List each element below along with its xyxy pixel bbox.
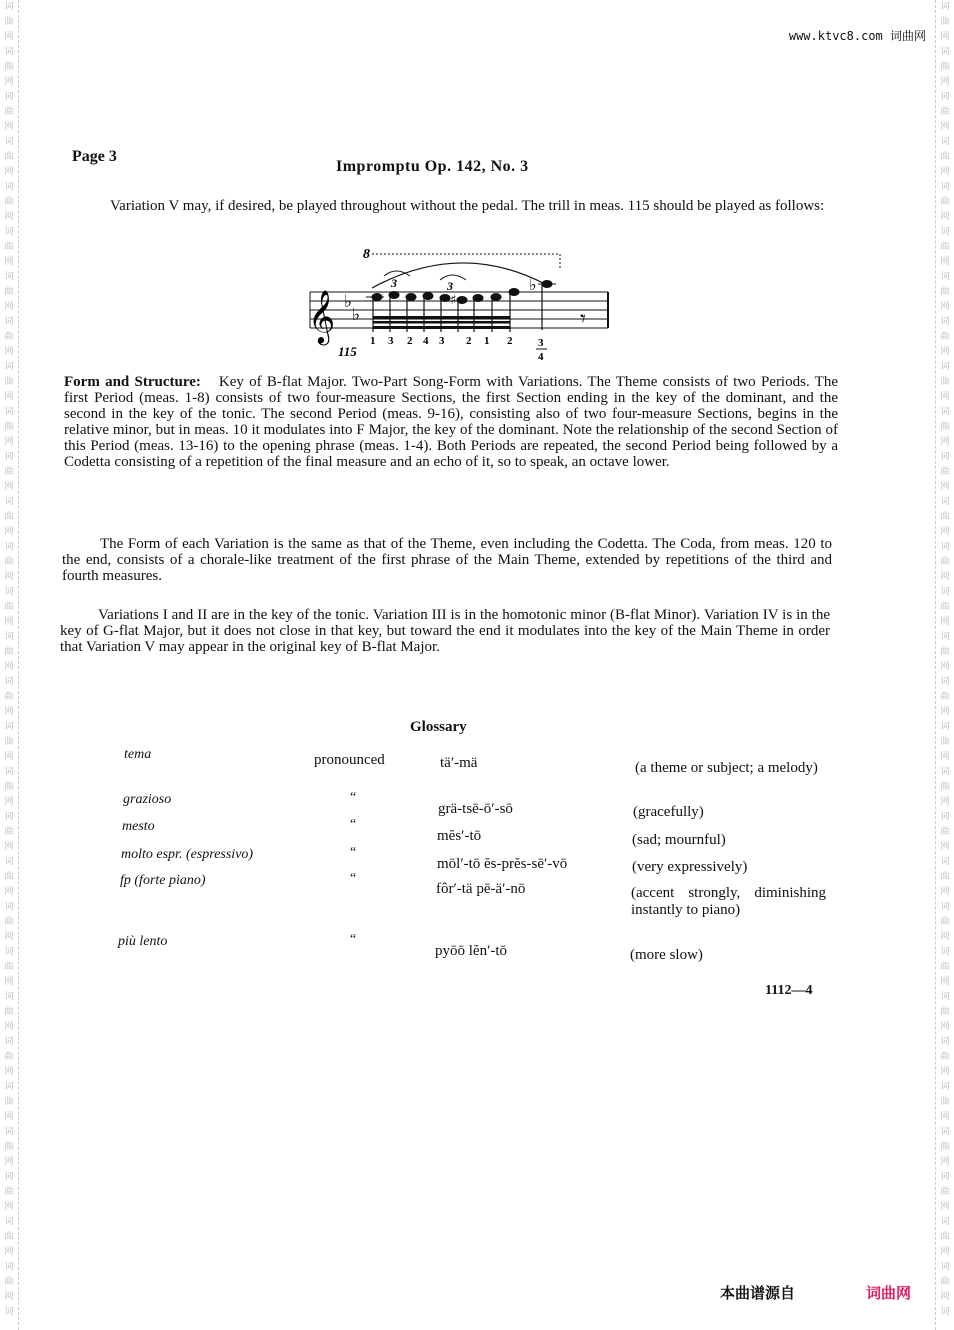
watermark-glyph: 曲 [4, 107, 14, 117]
watermark-glyph: 网 [940, 302, 950, 312]
watermark-glyph: 网 [940, 1022, 950, 1032]
glossary-pronunciation: fôr′-tä pē-ä′-nō [436, 881, 526, 897]
watermark-glyph: 曲 [4, 1187, 14, 1197]
watermark-glyph: 词 [4, 92, 14, 102]
measure-number: 115 [338, 344, 357, 359]
watermark-glyph: 词 [4, 1172, 14, 1182]
watermark-glyph: 网 [940, 347, 950, 357]
watermark-glyph: 网 [4, 1157, 14, 1167]
eighth-rest-icon: 𝄾 [580, 307, 586, 332]
watermark-glyph: 词 [4, 767, 14, 777]
watermark-glyph: 曲 [4, 1232, 14, 1242]
footer-source-label: 本曲谱源自 [720, 1284, 796, 1302]
watermark-glyph: 网 [940, 842, 950, 852]
watermark-glyph: 词 [940, 677, 950, 687]
watermark-glyph: 网 [940, 212, 950, 222]
watermark-glyph: 网 [940, 707, 950, 717]
watermark-glyph: 词 [4, 47, 14, 57]
watermark-glyph: 网 [4, 707, 14, 717]
watermark-glyph: 网 [940, 572, 950, 582]
watermark-glyph: 网 [4, 1202, 14, 1212]
watermark-glyph: 网 [4, 1022, 14, 1032]
flat-icon: ♭ [529, 275, 537, 294]
watermark-glyph: 网 [4, 527, 14, 537]
watermark-glyph: 词 [940, 1217, 950, 1227]
glossary-pronunciation: grä-tsē-ō′-sō [438, 801, 513, 817]
watermark-glyph: 词 [4, 2, 14, 12]
watermark-glyph: 词 [4, 227, 14, 237]
watermark-glyph: 词 [4, 947, 14, 957]
watermark-glyph: 词 [940, 1082, 950, 1092]
glossary-definition: (very expressively) [632, 859, 748, 875]
watermark-glyph: 词 [4, 497, 14, 507]
glossary-term: mesto [122, 819, 155, 834]
watermark-glyph: 网 [4, 752, 14, 762]
watermark-glyph: 词 [940, 1172, 950, 1182]
watermark-glyph: 网 [4, 662, 14, 672]
watermark-glyph: 曲 [4, 1007, 14, 1017]
watermark-glyph: 网 [940, 887, 950, 897]
watermark-glyph: 词 [4, 1307, 14, 1317]
watermark-glyph: 曲 [4, 287, 14, 297]
watermark-glyph: 词 [940, 767, 950, 777]
watermark-glyph: 网 [4, 32, 14, 42]
watermark-glyph: 词 [4, 272, 14, 282]
glossary-definition: (accent strongly, diminishing instantly to piano) [631, 885, 826, 918]
watermark-glyph: 词 [4, 407, 14, 417]
watermark-glyph: 词 [4, 362, 14, 372]
watermark-glyph: 词 [940, 227, 950, 237]
watermark-glyph: 词 [940, 137, 950, 147]
watermark-glyph: 曲 [940, 1097, 950, 1107]
watermark-glyph: 网 [4, 977, 14, 987]
watermark-glyph: 曲 [940, 62, 950, 72]
watermark-glyph: 曲 [4, 737, 14, 747]
piece-title: Impromptu Op. 142, No. 3 [336, 158, 529, 175]
glossary-term: tema [124, 747, 152, 762]
watermark-glyph: 词 [940, 1307, 950, 1317]
watermark-glyph: 词 [4, 902, 14, 912]
watermark-glyph: 网 [4, 77, 14, 87]
triplet-slur-icon [384, 271, 410, 276]
watermark-glyph: 曲 [4, 332, 14, 342]
watermark-glyph: 网 [4, 212, 14, 222]
music-excerpt [300, 240, 620, 365]
watermark-glyph: 词 [940, 317, 950, 327]
watermark-glyph: 曲 [940, 692, 950, 702]
watermark-glyph: 曲 [940, 377, 950, 387]
watermark-glyph: 词 [4, 722, 14, 732]
triplet-mark: 3 [391, 276, 397, 290]
watermark-glyph: 词 [940, 2, 950, 12]
watermark-glyph: 网 [940, 797, 950, 807]
flat-icon: ♭ [344, 292, 353, 312]
intro-paragraph: Variation V may, if desired, be played throughout without the pedal. The trill in meas. 115 should be played as follows: [110, 198, 825, 214]
fingering-number: 3 [439, 335, 445, 347]
watermark-glyph: 曲 [4, 917, 14, 927]
right-watermark-strip [935, 0, 954, 1330]
glossary-definition: (sad; mournful) [632, 832, 726, 848]
watermark-glyph: 网 [940, 1202, 950, 1212]
watermark-glyph: 曲 [940, 17, 950, 27]
watermark-glyph: 曲 [4, 197, 14, 207]
glossary-definition: (a theme or subject; a melody) [635, 760, 818, 776]
watermark-glyph: 曲 [940, 962, 950, 972]
watermark-glyph: 网 [940, 617, 950, 627]
watermark-glyph: 网 [4, 1292, 14, 1302]
watermark-glyph: 网 [4, 932, 14, 942]
watermark-glyph: 词 [940, 452, 950, 462]
glossary-definition: (more slow) [630, 947, 703, 963]
glossary-pronunciation: mōl′-tō ĕs-prĕs-sē′-vō [437, 856, 568, 872]
glossary-pronounced-label: pronounced [314, 752, 385, 768]
glossary-definition: (gracefully) [633, 804, 704, 820]
watermark-glyph: 网 [940, 1067, 950, 1077]
sharp-icon: ♯ [450, 293, 457, 308]
watermark-glyph: 曲 [4, 422, 14, 432]
watermark-glyph: 词 [940, 542, 950, 552]
fingering-number: 2 [407, 335, 413, 347]
watermark-glyph: 网 [4, 392, 14, 402]
flat-icon: ♭ [352, 305, 361, 325]
watermark-glyph: 词 [4, 1262, 14, 1272]
watermark-glyph: 曲 [940, 467, 950, 477]
watermark-glyph: 词 [4, 1127, 14, 1137]
glossary-pronunciation: tä′-mä [440, 755, 478, 771]
watermark-glyph: 网 [4, 302, 14, 312]
watermark-glyph: 曲 [940, 1007, 950, 1017]
glossary-ditto: “ [350, 790, 357, 805]
fingering-number: 2 [466, 335, 472, 347]
variation-keys-paragraph: Variations I and II are in the key of the tonic. Variation III is in the homotonic minor (B-flat Minor). Variation IV is in the key of G-flat Major, but it does not close in that key, but toward the end it modulates into the key of the Main Theme in order that Variation V may appear in the original key of B-flat Major. [60, 607, 830, 655]
watermark-glyph: 网 [940, 527, 950, 537]
watermark-glyph: 词 [4, 137, 14, 147]
watermark-glyph: 曲 [4, 62, 14, 72]
watermark-glyph: 词 [940, 92, 950, 102]
watermark-glyph: 网 [940, 1292, 950, 1302]
watermark-glyph: 词 [940, 1127, 950, 1137]
watermark-glyph: 词 [4, 632, 14, 642]
fingering-number: 2 [507, 335, 513, 347]
watermark-glyph: 曲 [940, 1187, 950, 1197]
watermark-glyph: 曲 [4, 557, 14, 567]
watermark-glyph: 曲 [940, 152, 950, 162]
watermark-glyph: 曲 [940, 422, 950, 432]
watermark-glyph: 网 [940, 977, 950, 987]
fingering-number: 1 [370, 335, 376, 347]
watermark-glyph: 词 [940, 947, 950, 957]
watermark-glyph: 网 [4, 167, 14, 177]
watermark-glyph: 词 [4, 857, 14, 867]
watermark-glyph: 网 [940, 1112, 950, 1122]
watermark-glyph: 网 [940, 437, 950, 447]
watermark-glyph: 网 [940, 662, 950, 672]
watermark-glyph: 曲 [4, 1277, 14, 1287]
watermark-glyph: 曲 [940, 827, 950, 837]
watermark-glyph: 曲 [940, 107, 950, 117]
watermark-glyph: 曲 [940, 1232, 950, 1242]
watermark-glyph: 曲 [940, 1142, 950, 1152]
glossary-ditto: “ [350, 932, 357, 947]
form-structure-paragraph [64, 374, 838, 470]
fingering-number: 4 [423, 335, 429, 347]
watermark-glyph: 曲 [940, 917, 950, 927]
watermark-glyph: 曲 [940, 602, 950, 612]
watermark-glyph: 词 [4, 452, 14, 462]
glossary-title: Glossary [410, 719, 467, 735]
watermark-glyph: 曲 [4, 377, 14, 387]
watermark-glyph: 网 [940, 32, 950, 42]
watermark-glyph: 曲 [4, 512, 14, 522]
watermark-glyph: 曲 [4, 692, 14, 702]
glossary-term: più lento [118, 934, 168, 949]
watermark-glyph: 曲 [4, 152, 14, 162]
watermark-glyph: 曲 [940, 872, 950, 882]
watermark-glyph: 词 [4, 1217, 14, 1227]
watermark-glyph: 词 [4, 182, 14, 192]
form-structure-text: Key of B-flat Major. Two-Part Song-Form with Variations. The Theme consists of two Periods. The first Period (meas. 1-8) consists of two four-measure Sections, the first Section ending in the key of the dominant, and the second in the key of the tonic. The second Period (meas. 9-16), consisting also of two four-measure Sections, begins in the relative minor, but in meas. 10 it modulates into F Major, the key of the dominant. Note the relationship of the second Section of this Period (meas. 13-16) to the opening phrase (meas. 1-4). Both Periods are repeated, the second Period being followed by a Codetta consisting of a repetition of the final measure and an echo of it, so to speak, an octave lower. [64, 374, 839, 470]
glossary-term: molto espr. (espressivo) [121, 847, 254, 862]
watermark-glyph: 网 [940, 167, 950, 177]
page-label: Page 3 [72, 148, 117, 165]
watermark-glyph: 词 [940, 902, 950, 912]
watermark-glyph: 网 [4, 1112, 14, 1122]
glossary-pronunciation: mĕs′-tō [437, 828, 482, 844]
watermark-glyph: 曲 [4, 647, 14, 657]
glossary-pronunciation: pyōō lĕn′-tō [435, 943, 508, 959]
watermark-glyph: 网 [4, 887, 14, 897]
watermark-glyph: 网 [4, 437, 14, 447]
slur-icon [372, 263, 545, 288]
watermark-glyph: 网 [4, 617, 14, 627]
watermark-glyph: 词 [940, 497, 950, 507]
site-url: www.ktvc8.com 词曲网 [788, 29, 926, 43]
watermark-glyph: 词 [4, 317, 14, 327]
watermark-glyph: 曲 [4, 827, 14, 837]
watermark-glyph: 网 [4, 797, 14, 807]
form-structure-heading: Form and Structure: [64, 374, 201, 390]
watermark-glyph: 词 [4, 677, 14, 687]
glossary-term: grazioso [123, 792, 172, 807]
watermark-glyph: 网 [4, 1247, 14, 1257]
watermark-glyph: 曲 [940, 242, 950, 252]
watermark-glyph: 曲 [4, 602, 14, 612]
octave-dashed-line [372, 254, 560, 270]
watermark-glyph: 曲 [940, 287, 950, 297]
watermark-glyph: 网 [4, 842, 14, 852]
watermark-glyph: 词 [940, 722, 950, 732]
watermark-glyph: 网 [4, 572, 14, 582]
watermark-glyph: 网 [4, 347, 14, 357]
watermark-glyph: 曲 [940, 647, 950, 657]
watermark-glyph: 网 [940, 77, 950, 87]
watermark-glyph: 词 [940, 992, 950, 1002]
watermark-glyph: 网 [940, 257, 950, 267]
watermark-glyph: 词 [940, 47, 950, 57]
fingering-number: 3 [388, 335, 394, 347]
watermark-glyph: 词 [4, 992, 14, 1002]
watermark-glyph: 曲 [4, 1097, 14, 1107]
watermark-glyph: 曲 [4, 782, 14, 792]
watermark-glyph: 词 [4, 1082, 14, 1092]
watermark-glyph: 曲 [4, 1142, 14, 1152]
watermark-glyph: 网 [940, 392, 950, 402]
triplet-slur-icon [440, 275, 466, 280]
watermark-glyph: 网 [940, 1157, 950, 1167]
glossary-ditto: “ [350, 845, 357, 860]
watermark-glyph: 曲 [4, 17, 14, 27]
watermark-glyph: 曲 [940, 737, 950, 747]
watermark-glyph: 网 [4, 257, 14, 267]
watermark-glyph: 网 [4, 482, 14, 492]
glossary-ditto: “ [350, 871, 357, 886]
treble-clef-icon: 𝄞 [308, 289, 336, 343]
footer-brand-link[interactable]: 词曲网 [866, 1284, 912, 1302]
octave-mark: 8 [363, 247, 370, 262]
watermark-glyph: 网 [940, 752, 950, 762]
watermark-glyph: 词 [940, 272, 950, 282]
watermark-glyph: 曲 [940, 557, 950, 567]
watermark-glyph: 词 [940, 1262, 950, 1272]
watermark-glyph: 词 [940, 632, 950, 642]
watermark-glyph: 网 [940, 1247, 950, 1257]
watermark-glyph: 曲 [940, 512, 950, 522]
watermark-glyph: 词 [4, 1037, 14, 1047]
watermark-glyph: 曲 [940, 782, 950, 792]
watermark-glyph: 词 [4, 587, 14, 597]
watermark-glyph: 曲 [4, 872, 14, 882]
watermark-glyph: 网 [940, 122, 950, 132]
watermark-glyph: 词 [940, 812, 950, 822]
fingering-number: 4 [538, 351, 544, 363]
watermark-glyph: 词 [940, 857, 950, 867]
fingering-row [370, 335, 547, 363]
watermark-glyph: 曲 [940, 1277, 950, 1287]
left-watermark-strip [0, 0, 19, 1330]
glossary-term: fp (forte piano) [120, 873, 206, 888]
fingering-number: 1 [484, 335, 490, 347]
watermark-glyph: 网 [940, 482, 950, 492]
watermark-glyph: 网 [940, 932, 950, 942]
watermark-glyph: 词 [940, 587, 950, 597]
watermark-glyph: 曲 [940, 332, 950, 342]
watermark-glyph: 词 [940, 407, 950, 417]
watermark-glyph: 曲 [4, 1052, 14, 1062]
watermark-glyph: 词 [940, 1037, 950, 1047]
watermark-glyph: 曲 [4, 242, 14, 252]
watermark-glyph: 词 [940, 182, 950, 192]
watermark-glyph: 曲 [940, 197, 950, 207]
watermark-glyph: 词 [4, 542, 14, 552]
watermark-glyph: 网 [4, 122, 14, 132]
glossary-ditto: “ [350, 817, 357, 832]
watermark-glyph: 曲 [4, 467, 14, 477]
page-code: 1112—4 [765, 983, 813, 998]
watermark-glyph: 词 [940, 362, 950, 372]
triplet-mark: 3 [447, 279, 453, 293]
watermark-glyph: 词 [4, 812, 14, 822]
watermark-glyph: 曲 [4, 962, 14, 972]
watermark-glyph: 网 [4, 1067, 14, 1077]
fingering-number: 3 [538, 337, 544, 349]
watermark-glyph: 曲 [940, 1052, 950, 1062]
variation-form-paragraph: The Form of each Variation is the same as that of the Theme, even including the Codetta. The Coda, from meas. 120 to the end, consists of a chorale-like treatment of the first phrase of the Main Theme, extended by repetitions of the third and fourth measures. [62, 536, 832, 584]
